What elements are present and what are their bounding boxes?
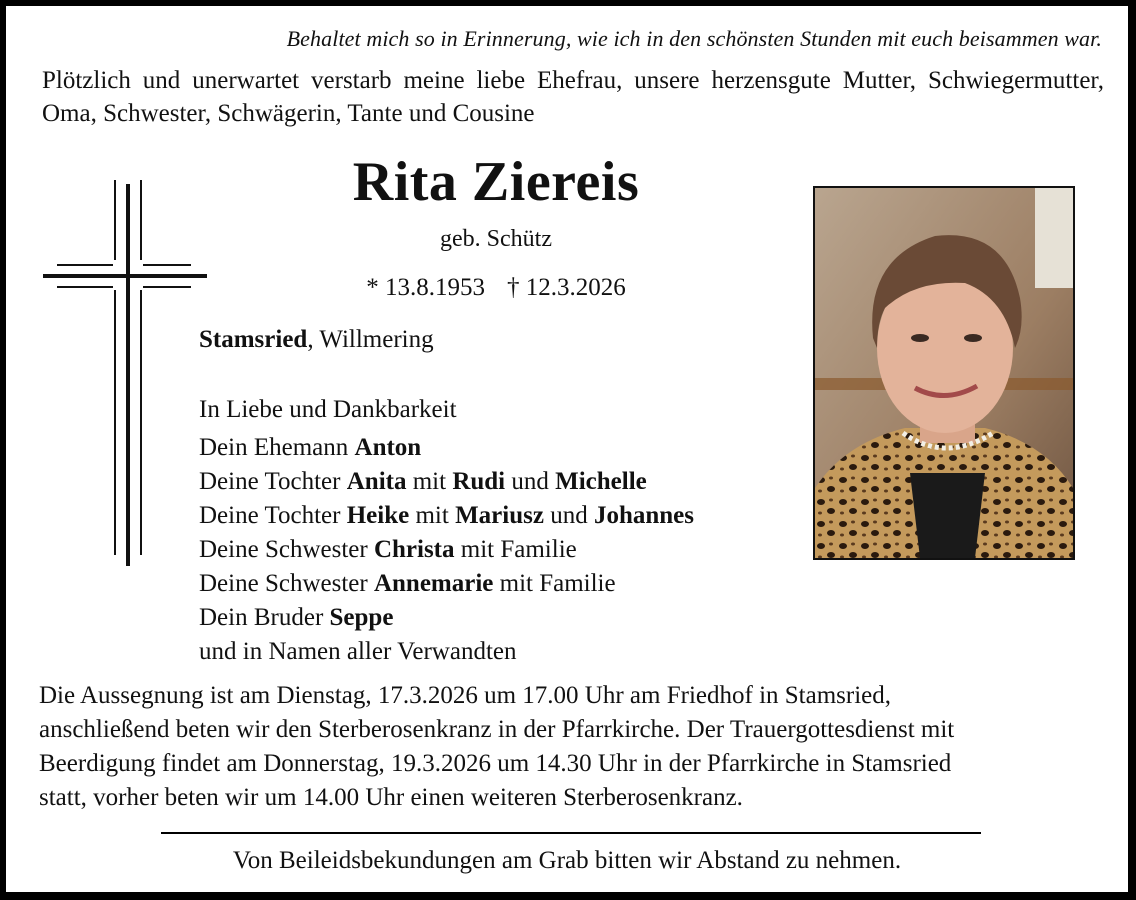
mourners-heading: In Liebe und Dankbarkeit bbox=[199, 396, 457, 423]
mourner-text: Deine Tochter bbox=[199, 468, 347, 495]
mourner-name: Rudi bbox=[452, 468, 506, 495]
mourner-name: Heike bbox=[346, 502, 410, 529]
deceased-name: Rita Ziereis bbox=[352, 151, 640, 213]
mourner-text: und in Namen aller Verwandten bbox=[199, 638, 517, 665]
mourners-block bbox=[199, 393, 694, 669]
mourner-text: Dein Ehemann bbox=[199, 434, 355, 461]
birth-date: * 13.8.1953 bbox=[366, 274, 485, 301]
funeral-line: statt, vorher beten wir um 14.00 Uhr einen weiteren Sterberosenkranz. bbox=[39, 784, 743, 811]
mourner-name: Michelle bbox=[555, 468, 647, 495]
mourner-name: Christa bbox=[373, 536, 455, 563]
mourner-text: Deine Schwester bbox=[199, 536, 374, 563]
maiden-name: geb. Schütz bbox=[440, 226, 552, 252]
funeral-details bbox=[39, 679, 1109, 815]
mourner-text: und bbox=[543, 502, 594, 529]
divider-line bbox=[161, 832, 981, 834]
places bbox=[199, 326, 434, 354]
funeral-line: Die Aussegnung ist am Dienstag, 17.3.2026 um 17.00 Uhr am Friedhof in Stamsried, bbox=[39, 682, 892, 709]
intro-text: Plötzlich und unerwartet verstarb meine liebe Ehefrau, unsere herzensgute Mutter, Schwiegermutter, Oma, Schwester, Schwägerin, Tante und Cousine bbox=[42, 67, 1104, 127]
mourner-line bbox=[199, 465, 694, 499]
mourner-text: mit Familie bbox=[493, 570, 616, 597]
mourner-text: mit Familie bbox=[454, 536, 577, 563]
closing-note: Von Beileidsbekundungen am Grab bitten wir Abstand zu nehmen. bbox=[232, 847, 902, 874]
obituary-card bbox=[6, 6, 1128, 892]
mourner-line bbox=[199, 533, 694, 567]
mourners-list bbox=[199, 431, 694, 669]
mourner-text: Deine Schwester bbox=[199, 570, 374, 597]
mourner-text: und bbox=[505, 468, 556, 495]
motto-quote: Behaltet mich so in Erinnerung, wie ich in den schönsten Stunden mit euch beisammen war. bbox=[286, 26, 1102, 51]
place-rest: , Willmering bbox=[307, 326, 434, 353]
death-date: † 12.3.2026 bbox=[507, 274, 626, 301]
portrait-image bbox=[815, 188, 1073, 558]
mourner-line bbox=[199, 499, 694, 533]
mourner-text: Deine Tochter bbox=[199, 502, 347, 529]
mourner-name: Anton bbox=[354, 434, 422, 461]
cross-icon bbox=[39, 180, 214, 575]
mourner-text: mit bbox=[406, 468, 453, 495]
portrait-photo bbox=[813, 186, 1075, 560]
mourner-text: Dein Bruder bbox=[199, 604, 330, 631]
mourner-line bbox=[199, 601, 694, 635]
mourner-line bbox=[199, 431, 694, 465]
funeral-line: anschließend beten wir den Sterberosenkranz in der Pfarrkirche. Der Trauergottesdienst mit bbox=[39, 716, 955, 743]
mourner-name: Johannes bbox=[593, 502, 694, 529]
mourner-name: Anita bbox=[346, 468, 407, 495]
mourner-line bbox=[199, 635, 694, 669]
mourner-line bbox=[199, 567, 694, 601]
mourner-name: Mariusz bbox=[455, 502, 544, 529]
place-main: Stamsried bbox=[199, 326, 308, 353]
mourner-name: Seppe bbox=[329, 604, 394, 631]
mourner-name: Annemarie bbox=[373, 570, 494, 597]
life-dates bbox=[286, 274, 706, 302]
funeral-line: Beerdigung findet am Donnerstag, 19.3.2026 um 14.30 Uhr in der Pfarrkirche in Stamsried bbox=[39, 750, 952, 777]
mourner-text: mit bbox=[409, 502, 456, 529]
